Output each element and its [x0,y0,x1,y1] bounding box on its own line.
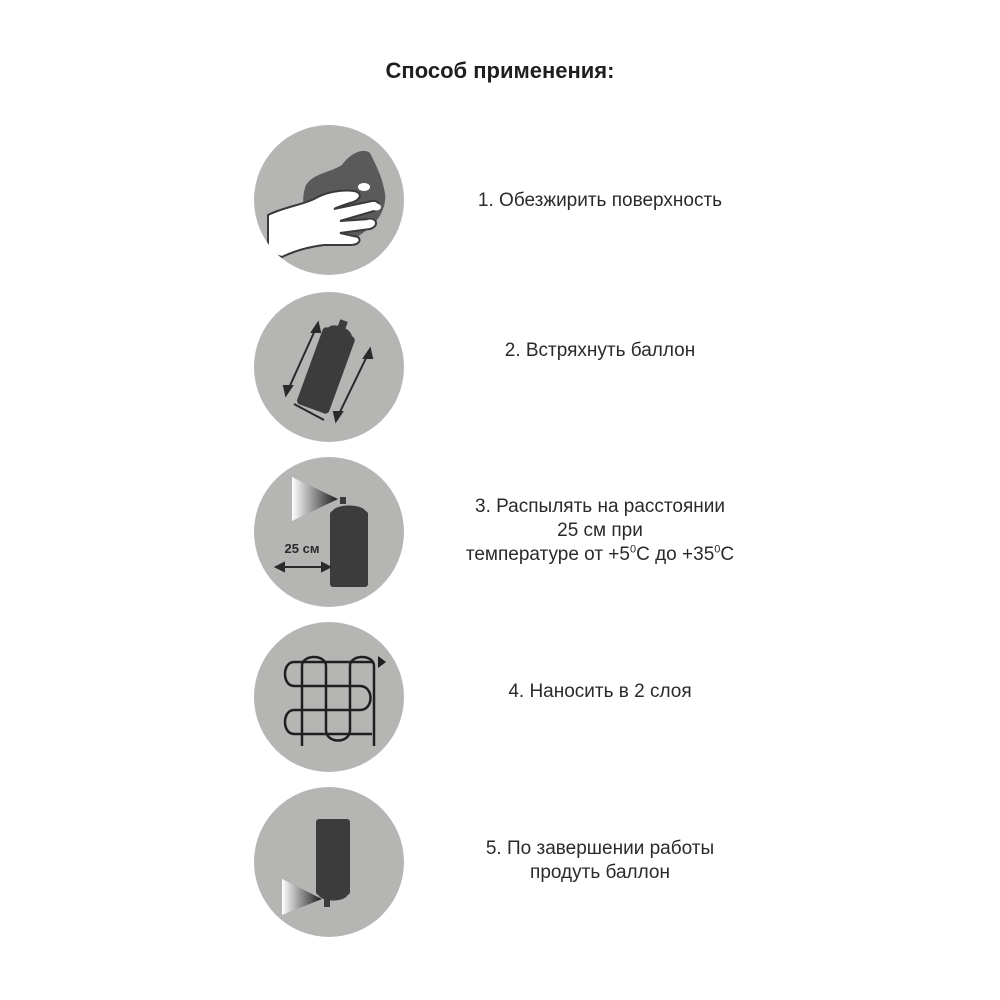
step-4-circle [254,622,404,772]
step-1-circle [254,125,404,275]
step-2-label: 2. Встряхнуть баллон [504,340,696,361]
distance-label: 25 см [284,541,320,556]
shake-spray-can-icon [254,292,404,442]
step-1-label: 1. Обезжирить поверхность [477,190,723,211]
step-5-label: 5. По завершении работы продуть баллон [485,838,715,883]
step-5-circle [254,787,404,937]
step-2 [0,290,1000,450]
step-4-label: 4. Наносить в 2 слоя [508,681,692,702]
page-title: Способ применения: [385,58,615,83]
temperature-line: температуре от $+5^0С$ до $+35^0С$ [465,543,735,565]
hand-wiping-cloth-icon [254,125,404,275]
step-3-circle [254,457,404,607]
two-layers-pattern-icon [254,622,404,772]
step-1 [0,125,1000,285]
step-3-label: 3. Распылять на расстоянии 25 см при температуре от $+5^0С$ до $+35^0С$ [430,495,770,567]
purge-spray-can-icon [254,787,404,937]
step-3 [0,455,1000,615]
step-5 [0,785,1000,945]
step-2-circle [254,292,404,442]
spray-distance-icon [254,457,404,607]
step-4 [0,620,1000,780]
